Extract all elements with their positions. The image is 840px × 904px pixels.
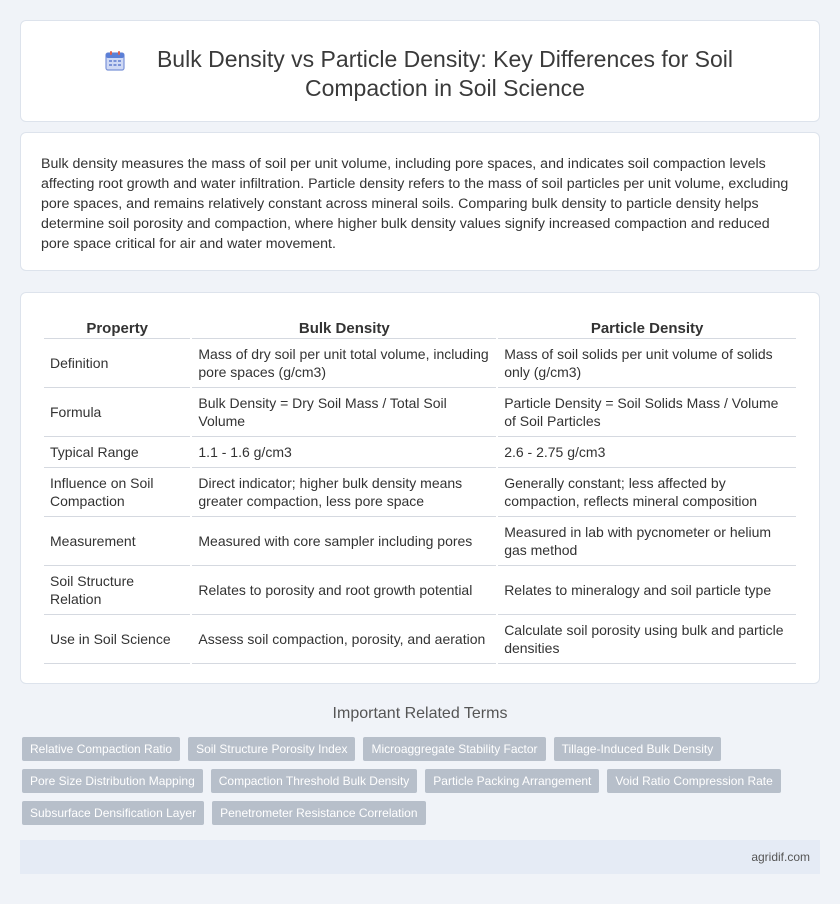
table-row bbox=[44, 566, 796, 615]
row-bulk-value: 1.1 - 1.6 g/cm3 bbox=[192, 437, 496, 468]
title-wrap bbox=[21, 45, 819, 103]
table-row bbox=[44, 437, 796, 468]
header-particle-density: Particle Density bbox=[498, 314, 796, 339]
row-bulk-value: Measured with core sampler including pores bbox=[192, 517, 496, 566]
row-property: Typical Range bbox=[44, 437, 190, 468]
related-term-tag[interactable]: Soil Structure Porosity Index bbox=[188, 737, 355, 761]
row-bulk-value: Assess soil compaction, porosity, and aeration bbox=[192, 615, 496, 664]
table-row bbox=[44, 388, 796, 437]
row-property: Formula bbox=[44, 388, 190, 437]
related-term-tag[interactable]: Compaction Threshold Bulk Density bbox=[211, 769, 418, 793]
row-bulk-value: Direct indicator; higher bulk density means greater compaction, less pore space bbox=[192, 468, 496, 517]
header-property: Property bbox=[44, 314, 190, 339]
related-term-tag[interactable]: Pore Size Distribution Mapping bbox=[22, 769, 203, 793]
page-title: Bulk Density vs Particle Density: Key Differences for Soil Compaction in Soil Science bbox=[156, 46, 734, 101]
row-property: Influence on Soil Compaction bbox=[44, 468, 190, 517]
row-particle-value: Mass of soil solids per unit volume of solids only (g/cm3) bbox=[498, 339, 796, 388]
row-property: Use in Soil Science bbox=[44, 615, 190, 664]
table-row bbox=[44, 517, 796, 566]
row-particle-value: Particle Density = Soil Solids Mass / Volume of Soil Particles bbox=[498, 388, 796, 437]
row-bulk-value: Mass of dry soil per unit total volume, including pore spaces (g/cm3) bbox=[192, 339, 496, 388]
related-term-tag[interactable]: Particle Packing Arrangement bbox=[425, 769, 599, 793]
related-term-tag[interactable]: Relative Compaction Ratio bbox=[22, 737, 180, 761]
row-particle-value: Calculate soil porosity using bulk and particle densities bbox=[498, 615, 796, 664]
intro-card bbox=[20, 132, 820, 271]
footer bbox=[20, 840, 820, 874]
intro-paragraph: Bulk density measures the mass of soil per unit volume, including pore spaces, and indicates soil compaction levels affecting root growth and water infiltration. Particle density refers to the mass of soil particles per unit volume, excluding pore spaces, and remains relatively constant across mineral soils. Comparing bulk density to particle density helps determine soil porosity and compaction, where higher bulk density values signify increased compaction and reduced pore space critical for air and water movement. bbox=[41, 156, 789, 252]
row-bulk-value: Bulk Density = Dry Soil Mass / Total Soil Volume bbox=[192, 388, 496, 437]
related-term-tag[interactable]: Penetrometer Resistance Correlation bbox=[212, 801, 425, 825]
related-term-tag[interactable]: Subsurface Densification Layer bbox=[22, 801, 204, 825]
related-terms-list bbox=[22, 737, 812, 825]
comparison-table-card bbox=[20, 292, 820, 684]
row-particle-value: Relates to mineralogy and soil particle type bbox=[498, 566, 796, 615]
calendar-icon bbox=[103, 49, 127, 73]
row-particle-value: Generally constant; less affected by compaction, reflects mineral composition bbox=[498, 468, 796, 517]
related-term-tag[interactable]: Tillage-Induced Bulk Density bbox=[554, 737, 722, 761]
table-row bbox=[44, 615, 796, 664]
table-row bbox=[44, 468, 796, 517]
related-term-tag[interactable]: Void Ratio Compression Rate bbox=[607, 769, 780, 793]
table-header-row bbox=[44, 314, 796, 339]
row-particle-value: 2.6 - 2.75 g/cm3 bbox=[498, 437, 796, 468]
row-particle-value: Measured in lab with pycnometer or helium gas method bbox=[498, 517, 796, 566]
footer-site-link[interactable]: agridif.com bbox=[751, 850, 810, 864]
table-row bbox=[44, 339, 796, 388]
related-term-tag[interactable]: Microaggregate Stability Factor bbox=[363, 737, 545, 761]
row-property: Measurement bbox=[44, 517, 190, 566]
header-bulk-density: Bulk Density bbox=[192, 314, 496, 339]
row-property: Soil Structure Relation bbox=[44, 566, 190, 615]
row-property: Definition bbox=[44, 339, 190, 388]
row-bulk-value: Relates to porosity and root growth potential bbox=[192, 566, 496, 615]
title-card bbox=[20, 20, 820, 122]
comparison-table bbox=[42, 314, 798, 664]
related-terms-title: Important Related Terms bbox=[332, 705, 508, 722]
